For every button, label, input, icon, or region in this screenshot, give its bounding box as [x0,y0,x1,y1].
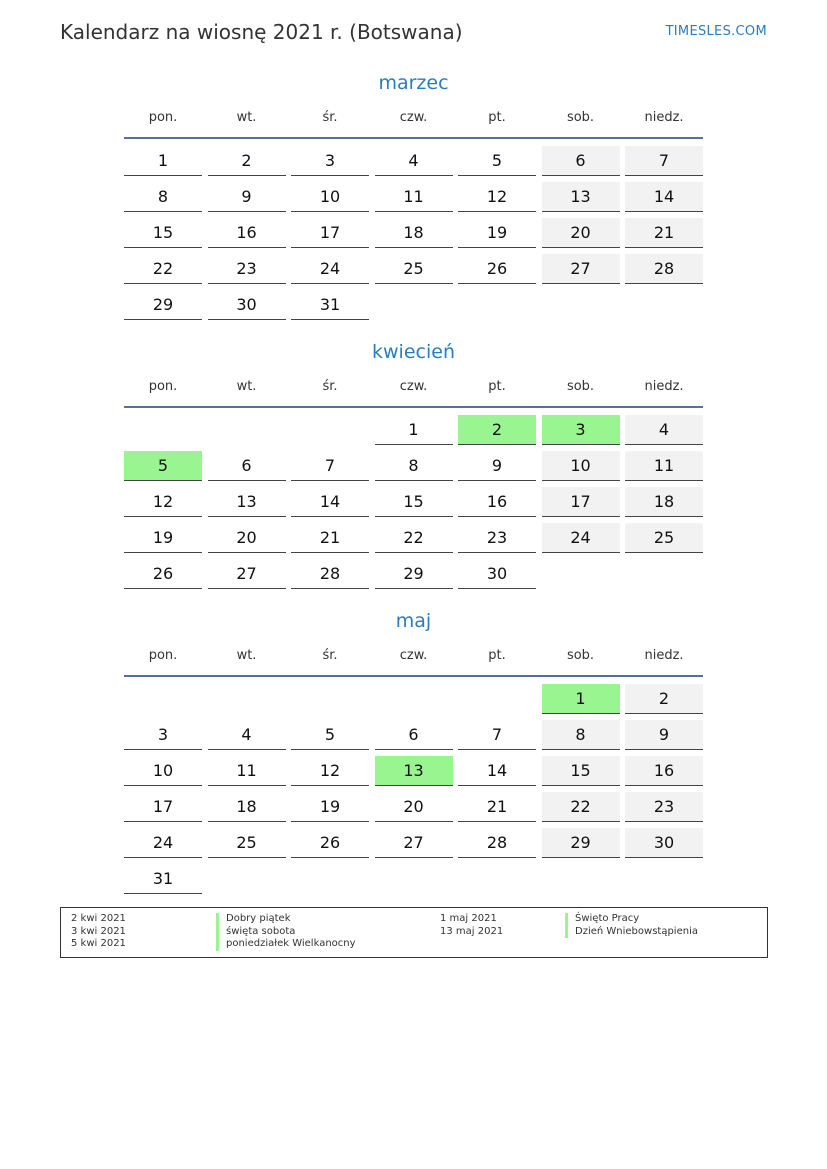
weekday-label: śr. [322,379,338,394]
day-cell: 14 [458,756,536,786]
month-march [124,68,703,320]
legend-left-names [216,913,356,951]
day-cell: 7 [458,720,536,750]
day-grid [124,684,703,894]
day-cell: 13 [208,487,286,517]
weekend-day-cell: 27 [542,254,620,284]
day-grid [124,415,703,589]
empty-cell [124,684,202,714]
day-cell: 19 [458,218,536,248]
weekday-label: pt. [488,110,506,125]
legend-holiday-name: Dzień Wniebowstąpienia [565,926,698,939]
weekday-header [124,110,703,130]
legend-right-dates [440,913,503,938]
weekend-day-cell: 14 [625,182,703,212]
weekend-day-cell: 15 [542,756,620,786]
day-grid [124,146,703,320]
weekday-label: sob. [566,648,595,663]
day-cell: 26 [291,828,369,858]
day-cell: 27 [208,559,286,589]
month-april [124,337,703,589]
day-cell: 10 [291,182,369,212]
day-cell: 15 [124,218,202,248]
day-cell: 18 [375,218,453,248]
weekday-label: wt. [236,648,257,663]
day-cell: 9 [458,451,536,481]
day-cell: 3 [291,146,369,176]
empty-cell [291,415,369,445]
weekend-day-cell: 29 [542,828,620,858]
day-cell: 25 [375,254,453,284]
weekday-header [124,379,703,399]
holiday-day-cell: 1 [542,684,620,714]
legend-date: 2 kwi 2021 [71,913,126,924]
day-cell: 12 [124,487,202,517]
day-cell: 17 [291,218,369,248]
month-may [124,606,703,894]
day-cell: 24 [124,828,202,858]
day-cell: 23 [458,523,536,553]
empty-cell [458,684,536,714]
weekend-day-cell: 16 [625,756,703,786]
weekend-day-cell: 23 [625,792,703,822]
empty-cell [208,684,286,714]
weekend-day-cell: 21 [625,218,703,248]
weekday-label: śr. [322,110,338,125]
weekday-label: czw. [399,110,428,125]
legend-left-dates [71,913,126,951]
legend-holiday-name: poniedziałek Wielkanocny [216,938,356,951]
weekday-label: wt. [236,379,257,394]
weekend-day-cell: 13 [542,182,620,212]
empty-cell [291,684,369,714]
day-cell: 6 [208,451,286,481]
empty-cell [208,415,286,445]
weekend-day-cell: 6 [542,146,620,176]
legend-date: 5 kwi 2021 [71,938,126,949]
weekend-day-cell: 24 [542,523,620,553]
holiday-day-cell: 13 [375,756,453,786]
day-cell: 7 [291,451,369,481]
header-divider [124,675,703,677]
day-cell: 4 [208,720,286,750]
page-title: Kalendarz na wiosnę 2021 r. (Botswana) [60,20,463,44]
day-cell: 8 [375,451,453,481]
day-cell: 31 [291,290,369,320]
day-cell: 17 [124,792,202,822]
legend-date: 1 maj 2021 [440,913,497,924]
weekend-day-cell: 20 [542,218,620,248]
weekend-day-cell: 30 [625,828,703,858]
day-cell: 11 [208,756,286,786]
weekend-day-cell: 7 [625,146,703,176]
day-cell: 10 [124,756,202,786]
day-cell: 27 [375,828,453,858]
month-name: maj [395,610,432,632]
weekday-label: czw. [399,379,428,394]
day-cell: 22 [375,523,453,553]
weekday-header [124,648,703,668]
day-cell: 16 [458,487,536,517]
day-cell: 30 [458,559,536,589]
weekend-day-cell: 25 [625,523,703,553]
weekend-day-cell: 22 [542,792,620,822]
legend-date: 3 kwi 2021 [71,925,126,937]
day-cell: 4 [375,146,453,176]
day-cell: 24 [291,254,369,284]
empty-cell [124,415,202,445]
day-cell: 12 [291,756,369,786]
day-cell: 20 [208,523,286,553]
month-name: marzec [378,72,449,94]
day-cell: 3 [124,720,202,750]
weekend-day-cell: 10 [542,451,620,481]
day-cell: 18 [208,792,286,822]
weekend-day-cell: 2 [625,684,703,714]
weekday-label: niedz. [644,379,684,394]
header-divider [124,137,703,139]
empty-cell [375,684,453,714]
day-cell: 5 [291,720,369,750]
legend-holiday-name: Dobry piątek [216,913,356,926]
legend-holiday-name: święta sobota [216,926,356,939]
weekend-day-cell: 9 [625,720,703,750]
day-cell: 19 [124,523,202,553]
holiday-day-cell: 5 [124,451,202,481]
day-cell: 12 [458,182,536,212]
weekend-day-cell: 17 [542,487,620,517]
day-cell: 28 [291,559,369,589]
day-cell: 5 [458,146,536,176]
header-divider [124,406,703,408]
day-cell: 1 [375,415,453,445]
weekday-label: pon. [148,379,178,394]
day-cell: 29 [375,559,453,589]
day-cell: 1 [124,146,202,176]
day-cell: 25 [208,828,286,858]
weekday-label: sob. [566,379,595,394]
day-cell: 19 [291,792,369,822]
weekday-label: czw. [399,648,428,663]
weekday-label: wt. [236,110,257,125]
weekend-day-cell: 18 [625,487,703,517]
weekend-day-cell: 28 [625,254,703,284]
holiday-day-cell: 2 [458,415,536,445]
weekend-day-cell: 4 [625,415,703,445]
day-cell: 8 [124,182,202,212]
day-cell: 21 [458,792,536,822]
weekend-day-cell: 11 [625,451,703,481]
weekday-label: niedz. [644,648,684,663]
day-cell: 26 [458,254,536,284]
holiday-legend [60,907,768,958]
day-cell: 29 [124,290,202,320]
weekday-label: pon. [148,648,178,663]
weekday-label: niedz. [644,110,684,125]
day-cell: 26 [124,559,202,589]
day-cell: 6 [375,720,453,750]
weekend-day-cell: 8 [542,720,620,750]
day-cell: 20 [375,792,453,822]
holiday-day-cell: 3 [542,415,620,445]
day-cell: 23 [208,254,286,284]
legend-right-names [565,913,698,938]
day-cell: 28 [458,828,536,858]
day-cell: 9 [208,182,286,212]
day-cell: 21 [291,523,369,553]
weekday-label: sob. [566,110,595,125]
day-cell: 22 [124,254,202,284]
day-cell: 15 [375,487,453,517]
day-cell: 14 [291,487,369,517]
weekday-label: śr. [322,648,338,663]
weekday-label: pt. [488,379,506,394]
day-cell: 11 [375,182,453,212]
day-cell: 2 [208,146,286,176]
day-cell: 16 [208,218,286,248]
weekday-label: pon. [148,110,178,125]
legend-date: 13 maj 2021 [440,925,504,937]
day-cell: 31 [124,864,202,894]
day-cell: 30 [208,290,286,320]
legend-holiday-name: Święto Pracy [565,913,698,926]
brand-link[interactable]: TIMESLES.COM [665,24,767,39]
month-name: kwiecień [372,341,455,363]
weekday-label: pt. [488,648,506,663]
